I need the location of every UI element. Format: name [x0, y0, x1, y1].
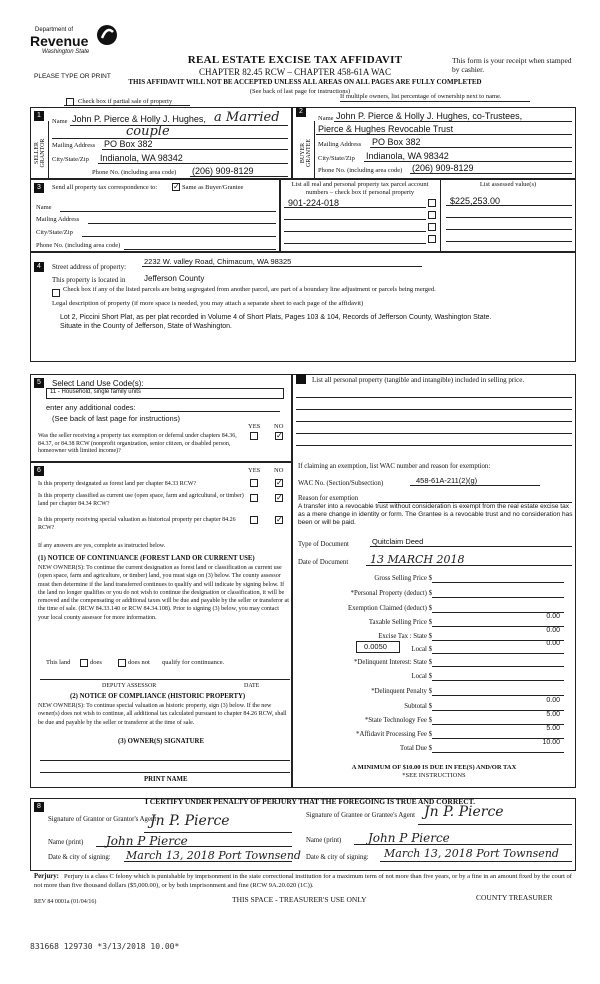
form-notice: THIS AFFIDAVIT WILL NOT BE ACCEPTED UNLESS ALL AREAS ON ALL PAGES ARE FULLY COMPLETED [128, 78, 482, 86]
total-label: Total Due $ [400, 745, 432, 752]
logo-revenue: Revenue [30, 33, 89, 49]
same-as-buyer-checkbox[interactable]: ✓ [173, 182, 180, 191]
delinquent-interest-label: *Delinquent Interest: State $ [354, 659, 432, 666]
section-3-badge: 3 [34, 183, 44, 193]
excise-state-value[interactable]: 0.00 [546, 627, 560, 634]
wac-label: WAC No. (Section/Subsection) [298, 480, 384, 487]
print-name-label: PRINT NAME [144, 776, 188, 783]
grantee-name-label: Name (print) [306, 837, 342, 844]
s5-no-header: NO [274, 423, 284, 430]
does-label: does [90, 659, 102, 666]
grantor-name-print[interactable]: John P Pierce [106, 834, 188, 848]
section-6-badge: 6 [34, 466, 44, 476]
assessed-value[interactable]: $225,253.00 [450, 196, 501, 206]
grantor-sig-label: Signature of Grantor or Grantor's Agent [48, 816, 157, 823]
assessed-header: List assessed value(s) [479, 181, 537, 188]
personal-deduct-label: *Personal Property (deduct) $ [350, 590, 432, 597]
notice-continuance-title: (1) NOTICE OF CONTINUANCE (FOREST LAND OR CURRENT USE) [38, 555, 255, 562]
parcel-number[interactable]: 901-224-018 [288, 198, 340, 208]
logo-dept: Department of [35, 27, 74, 33]
this-land-label: This land [46, 659, 71, 666]
notice-compliance-title: (2) NOTICE OF COMPLIANCE (HISTORIC PROPERTY) [70, 693, 246, 700]
s3-phone-label: Phone No. (including area code) [36, 242, 121, 249]
form-number: REV 84 0001a (01/04/16) [34, 899, 97, 905]
section-5-badge: 5 [34, 378, 44, 388]
dor-logo [30, 22, 125, 67]
section-8-badge: 8 [34, 802, 44, 812]
exemption-claim-label: If claiming an exemption, list WAC number and reason for exemption: [298, 463, 491, 470]
delinquent-local-label: Local $ [411, 673, 432, 680]
grantor-date-city[interactable]: March 13, 2018 Port Townsend [126, 849, 301, 862]
excise-state-label: Excise Tax : State $ [378, 633, 432, 640]
taxable-label: Taxable Selling Price $ [368, 619, 432, 626]
form-chapter: CHAPTER 82.45 RCW – CHAPTER 458-61A WAC [199, 67, 391, 77]
buyer-city-label: City/State/Zip [318, 155, 355, 162]
buyer-addr-label: Mailing Address [318, 141, 362, 148]
seller-addr-label: Mailing Address [52, 142, 96, 149]
seller-name[interactable]: John P. Pierce & Holly J. Hughes, [72, 114, 206, 124]
seller-name-handwritten: a Married [214, 110, 280, 125]
subtotal-value[interactable]: 0.00 [546, 697, 560, 704]
s5-yes-header: YES [248, 423, 261, 430]
doc-type[interactable]: Quitclaim Deed [372, 537, 424, 546]
perjury-text: Perjury is a class C felony which is punishable by imprisonment in the state correctional institution for a maximum term of not more than five years, or by a fine in an amount fixed by the court of not more than five thousand dollars ($5,000.00), or by both imprisonment and fine (RCW 9A.20.020 (1C)). [34, 873, 572, 889]
seller-name-label: Name [52, 118, 68, 125]
seller-address[interactable]: PO Box 382 [104, 139, 153, 149]
see-back: (See back of last page for instructions) [249, 88, 351, 95]
seller-city[interactable]: Indianola, WA 98342 [100, 153, 183, 163]
notice-compliance-text: NEW OWNER(S): To continue special valuation as historic property, sign (3) below. If the new owner(s) does not wish to continue, all additional tax calculated pursuant to chapter 84.26 RCW, shall be due and payable by the seller or transferor at the time of sale. [38, 703, 287, 726]
logo-state: Washington State [42, 49, 90, 55]
land-use-code: 11 - Household, single family units [50, 389, 141, 395]
current-use-question: Is this property classified as current use (open space, farm and agricultural, or timber) land per chapter 84.34 RCW? [38, 493, 244, 507]
form-title: REAL ESTATE EXCISE TAX AFFIDAVIT [187, 54, 403, 66]
forest-no-checkbox[interactable]: ✓ [276, 478, 283, 487]
section-7-badge [296, 374, 306, 384]
buyer-name-2[interactable]: Pierce & Hughes Revocable Trust [318, 124, 454, 134]
exemption-question: Was the seller receiving a property tax exemption or deferral under chapters 84.36, 84.37, or 84.38 RCW (nonprofit organization, senior citizen, or disabled person, homeowner with limited income)? [38, 433, 237, 454]
logo-emblem-icon [96, 24, 118, 46]
s6-no-header: NO [274, 467, 284, 474]
buyer-side-label: BUYER GRANTEE [300, 139, 312, 167]
does-not-label: does not [128, 659, 150, 666]
minimum-fee-note: A MINIMUM OF $10.00 IS DUE IN FEE(S) AND/OR TAX [351, 764, 517, 771]
personal-property-checkbox-3[interactable] [428, 223, 436, 231]
send-correspondence-label: Send all property tax correspondence to: [52, 184, 158, 191]
does-not-checkbox[interactable] [118, 659, 126, 667]
seller-phone-label: Phone No. (including area code) [92, 169, 177, 176]
gross-label: Gross Selling Price $ [374, 575, 432, 582]
exemption-no-checkbox[interactable]: ✓ [276, 431, 283, 440]
seller-city-label: City/State/Zip [52, 156, 89, 163]
segregate-label: Check box if any of the listed parcels are being segregated from another parcel, are part of a boundary line adjustment or parcels being merged. [63, 286, 436, 293]
seller-phone[interactable]: (206) 909-8129 [192, 166, 254, 176]
grantee-sig-label: Signature of Grantee or Grantee's Agent [306, 812, 415, 819]
seller-side-label: SELLER GRANTOR [34, 138, 46, 168]
date-label: DATE [244, 683, 260, 689]
receipt-note: This form is your receipt when stamped by cashier. [452, 56, 572, 74]
s6-yes-header: YES [248, 467, 261, 474]
grantee-date-city[interactable]: March 13, 2018 Port Townsend [384, 847, 559, 860]
buyer-name-label: Name [318, 115, 334, 122]
located-county[interactable]: Jefferson County [144, 274, 205, 283]
notice-continuance-text: NEW OWNER(S): To continue the current designation as forest land or classification as current use (open space, farm and agriculture, or timber) land, you must sign on (3) below. The county assessor must then determine if the land transferred continues to qualify and will indicate by signing below. If the land no longer qualifies or you do not wish to continue the designation or classification, it will be removed and the compensating or additional taxes will be due and payable by the seller or transferor at the time of sale. (RCW 84.33.140 or RCW 84.34.108). Prior to signing (3) below, you may contact your local county assessor for more information. [38, 565, 289, 621]
section-4-badge: 4 [34, 262, 44, 272]
buyer-phone[interactable]: (206) 909-8129 [412, 163, 474, 173]
doc-date-label: Date of Document [298, 559, 349, 566]
tech-fee-value[interactable]: 5.00 [546, 711, 560, 718]
grantee-date-label: Date & city of signing: [306, 854, 369, 861]
doc-date[interactable]: 13 MARCH 2018 [370, 553, 465, 566]
personal-property-checkbox-1[interactable] [428, 199, 436, 207]
current-use-yes-checkbox[interactable] [250, 494, 258, 502]
same-as-buyer-label: Same as Buyer/Grantee [182, 184, 244, 191]
county-treasurer: COUNTY TREASURER [476, 893, 553, 902]
local-label: Local $ [411, 646, 432, 653]
section-1-badge: 1 [34, 111, 44, 121]
historic-yes-checkbox[interactable] [250, 516, 258, 524]
s3-city-label: City/State/Zip [36, 229, 73, 236]
legal-description[interactable]: Lot 2, Piccini Short Plat, as per plat recorded in Volume 4 of Short Plats, Pages 103 & 104, Records of Jefferson County, Washington State. Situate in the County of Jefferson, State of Washington. [60, 314, 492, 330]
perjury-label: Perjury: [34, 873, 59, 880]
historic-no-checkbox[interactable]: ✓ [276, 515, 283, 524]
parcel-header: List all real and personal property tax parcel account numbers – check box if personal property [291, 181, 429, 196]
subtotal-label: Subtotal $ [404, 703, 432, 710]
section-2-badge: 2 [296, 107, 306, 117]
current-use-no-checkbox[interactable]: ✓ [276, 493, 283, 502]
legal-label: Legal description of property (if more space is needed, you may attach a separate sheet to each page of the affidavit) [52, 300, 364, 307]
receipt-stamp: 831668 129730 *3/13/2018 10.00* [30, 942, 180, 951]
grantor-date-label: Date & city of signing: [48, 854, 111, 861]
reason-label: Reason for exemption [298, 495, 359, 502]
grantee-signature[interactable]: Jn P. Pierce [424, 804, 504, 820]
forest-land-question: Is this property designated as forest land per chapter 84.33 RCW? [38, 481, 197, 487]
exemption-deduct-label: Exemption Claimed (deduct) $ [348, 605, 432, 612]
does-checkbox[interactable] [80, 659, 88, 667]
located-label: This property is located in [52, 276, 126, 284]
multiple-owners-note: If multiple owners, list percentage of ownership next to name. [340, 93, 502, 100]
land-use-see-back: (See back of last page for instructions) [52, 414, 180, 423]
buyer-city[interactable]: Indianola, WA 98342 [366, 151, 449, 161]
qualify-label: qualify for continuance. [162, 659, 225, 666]
street-address[interactable]: 2232 W. valley Road, Chimacum, WA 98325 [144, 257, 292, 266]
personal-property-checkbox-2[interactable] [428, 211, 436, 219]
if-yes-note: If any answers are yes, complete as instructed below. [38, 543, 166, 549]
personal-property-label: List all personal property (tangible and intangible) included in selling price. [312, 376, 525, 384]
buyer-name[interactable]: John P. Pierce & Holly J. Hughes, co-Trustees, [336, 111, 523, 121]
delinquent-penalty-label: *Delinquent Penalty $ [371, 688, 432, 695]
street-label: Street address of property: [52, 263, 127, 271]
s3-name-label: Name [36, 204, 52, 211]
local-value[interactable]: 0.00 [546, 640, 560, 647]
historic-question: Is this property receiving special valuation as historical property per chapter 84.26 RCW? [38, 517, 236, 531]
segregate-checkbox[interactable] [52, 289, 60, 297]
exemption-yes-checkbox[interactable] [250, 432, 258, 440]
exemption-reason[interactable]: A transfer into a revocable trust without consideration is exempt from the real estate excise tax as a mere change in identity or form. The Grantee is a revocable trust and no consideration has been or will be paid. [298, 503, 573, 526]
grantor-name-label: Name (print) [48, 839, 84, 846]
additional-codes-label: enter any additional codes: [46, 403, 136, 412]
forest-yes-checkbox[interactable] [250, 479, 258, 487]
processing-fee-value[interactable]: 5.00 [546, 725, 560, 732]
deputy-assessor-label: DEPUTY ASSESSOR [102, 683, 157, 689]
grantor-signature[interactable]: Jn P. Pierce [150, 813, 230, 829]
owner-signature-label: (3) OWNER(S) SIGNATURE [118, 738, 204, 745]
tech-fee-label: *State Technology Fee $ [364, 717, 432, 724]
seller-name-handwritten-2: couple [126, 124, 170, 139]
personal-property-checkbox-4[interactable] [428, 235, 436, 243]
certify-statement: I CERTIFY UNDER PENALTY OF PERJURY THAT THE FOREGOING IS TRUE AND CORRECT. [144, 797, 475, 806]
total-value[interactable]: 10.00 [542, 739, 560, 746]
land-use-label: Select Land Use Code(s): [52, 379, 144, 388]
please-type: PLEASE TYPE OR PRINT [34, 73, 111, 80]
taxable-value[interactable]: 0.00 [546, 613, 560, 620]
grantee-name-print[interactable]: John P Pierce [368, 831, 450, 845]
wac-number[interactable]: 458-61A-211(2)(g) [416, 476, 478, 485]
buyer-phone-label: Phone No. (including area code) [318, 167, 403, 174]
buyer-address[interactable]: PO Box 382 [372, 137, 421, 147]
see-instructions: *SEE INSTRUCTIONS [402, 772, 466, 779]
s3-addr-label: Mailing Address [36, 216, 80, 223]
partial-sale-label: Check box if partial sale of property [78, 98, 173, 105]
processing-fee-label: *Affidavit Processing Fee $ [356, 731, 432, 738]
local-rate: 0.0050 [364, 642, 387, 651]
treasurer-use: THIS SPACE - TREASURER'S USE ONLY [232, 895, 367, 904]
doc-type-label: Type of Document [298, 541, 349, 548]
